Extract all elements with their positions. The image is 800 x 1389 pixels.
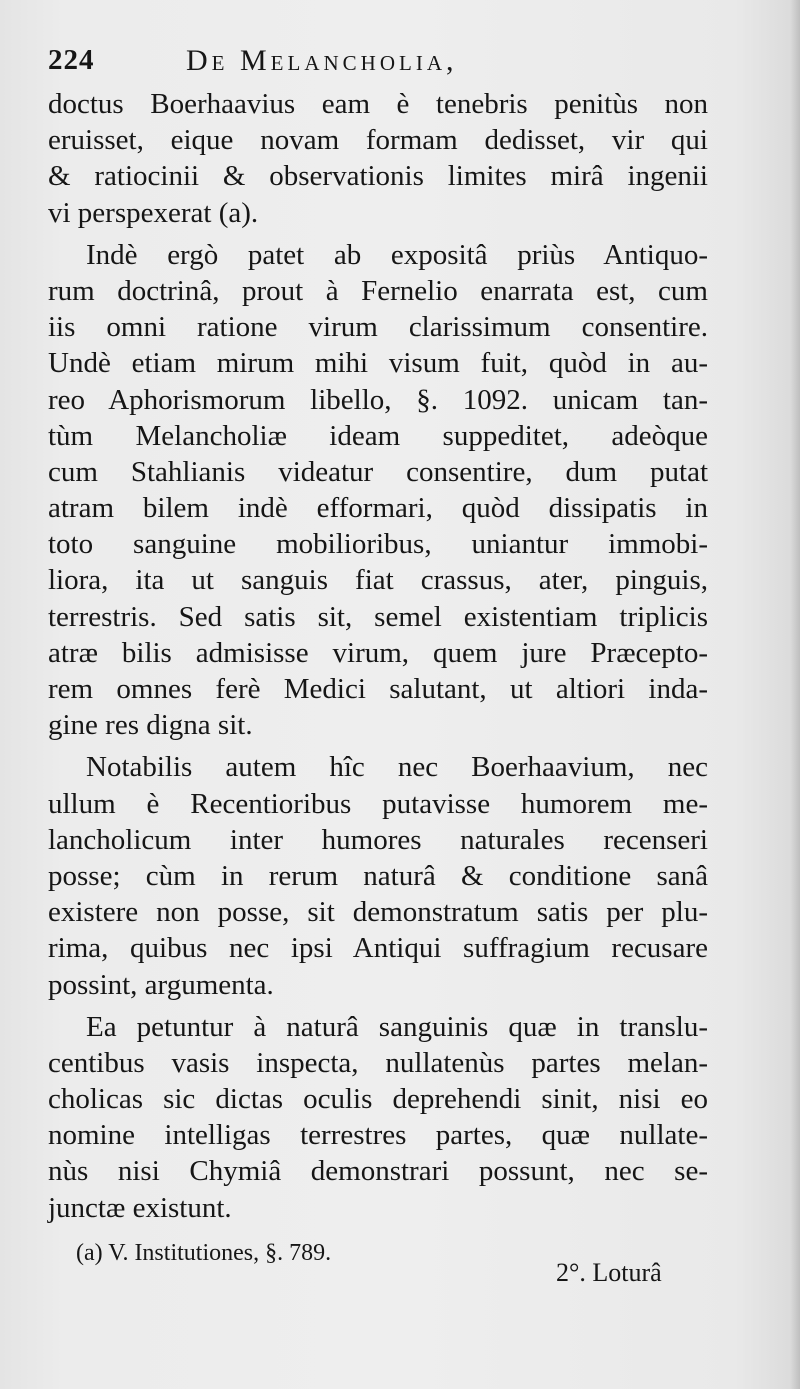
- text-line: atræ bilis admisisse virum, quem jure Præcepto-: [48, 636, 708, 669]
- text-line: posse; cùm in rerum naturâ & conditione sanâ: [48, 859, 708, 892]
- text-line: gine res digna sit.: [48, 709, 253, 742]
- text-line: existere non posse, sit demonstratum satis per plu-: [48, 896, 708, 929]
- text-line: rima, quibus nec ipsi Antiqui suffragium recusare: [48, 932, 708, 965]
- text-line: & ratiocinii & observationis limites mirâ ingenii: [48, 160, 708, 193]
- text-line: lancholicum inter humores naturales recenseri: [48, 823, 708, 856]
- text-line: cholicas sic dictas oculis deprehendi sinit, nisi eo: [48, 1083, 708, 1116]
- running-head: De Melancholia,: [186, 44, 458, 77]
- paragraph: [48, 86, 708, 231]
- text-line: iis omni ratione virum clarissimum consentire.: [48, 311, 708, 344]
- text-line: toto sanguine mobilioribus, uniantur immobi-: [48, 528, 708, 561]
- paragraph: [48, 1009, 708, 1226]
- paragraph: [48, 237, 708, 744]
- footnote: (a) V. Institutiones, §. 789.: [76, 1240, 332, 1266]
- text-line: reo Aphorismorum libello, §. 1092. unicam tan-: [48, 383, 708, 416]
- paragraph: [48, 749, 708, 1002]
- text-line: Ea petuntur à naturâ sanguinis quæ in translu-: [86, 1010, 708, 1043]
- text-line: terrestris. Sed satis sit, semel existentiam triplicis: [48, 600, 708, 633]
- page-number: 224: [48, 44, 95, 76]
- text-line: junctæ existunt.: [48, 1191, 232, 1224]
- text-line: liora, ita ut sanguis fiat crassus, ater, pinguis,: [48, 564, 708, 597]
- text-line: Notabilis autem hîc nec Boerhaavium, nec: [86, 751, 708, 784]
- text-line: Indè ergò patet ab expositâ priùs Antiquo-: [86, 238, 708, 271]
- page-header: [48, 44, 728, 86]
- text-line: rem omnes ferè Medici salutant, ut altiori inda-: [48, 673, 708, 705]
- text-line: possint, argumenta.: [48, 968, 274, 1001]
- text-line: vi perspexerat (a).: [48, 196, 259, 229]
- text-line: rum doctrinâ, prout à Fernelio enarrata est, cum: [48, 274, 708, 307]
- catchword: 2°. Loturâ: [556, 1258, 662, 1287]
- text-line: ullum è Recentioribus putavisse humorem me-: [48, 787, 708, 820]
- text-line: cum Stahlianis videatur consentire, dum putat: [48, 455, 708, 488]
- text-line: nomine intelligas terrestres partes, quæ nullate-: [48, 1119, 708, 1152]
- text-line: doctus Boerhaavius eam è tenebris penitùs non: [48, 88, 708, 120]
- page-edge-shadow: [790, 0, 800, 1389]
- body-text: [48, 86, 708, 1226]
- text-line: nùs nisi Chymiâ demonstrari possunt, nec se-: [48, 1155, 708, 1188]
- text-line: centibus vasis inspecta, nullatenùs partes melan-: [48, 1046, 708, 1079]
- text-line: atram bilem indè efformari, quòd dissipatis in: [48, 492, 708, 525]
- text-line: Undè etiam mirum mihi visum fuit, quòd in au-: [48, 347, 708, 380]
- text-line: tùm Melancholiæ ideam suppeditet, adeòque: [48, 419, 708, 452]
- text-line: eruisset, eique novam formam dedisset, vir qui: [48, 124, 708, 157]
